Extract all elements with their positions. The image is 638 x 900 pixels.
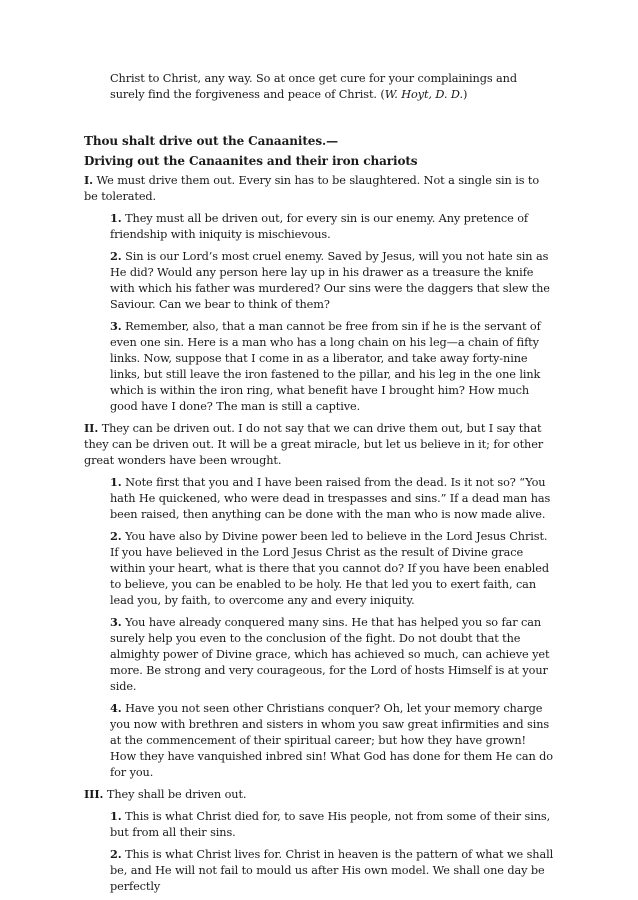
section-heading: Thou shalt drive out the Canaanites.—	[84, 134, 338, 148]
item-text: You have already conquered many sins. He that has helped you so far can surely help you even to the conclusion of the fight. Do not doubt that the almighty power of Divine grace, which has achieved so much, can achieve yet more. Be strong and very courageous, for the Lord of hosts Himself is at your side.	[110, 616, 550, 693]
item-text: They must all be driven out, for every sin is our enemy. Any pretence of friendship with iniquity is mischievous.	[110, 212, 528, 241]
item-text: Note first that you and I have been raised from the dead. Is it not so? “You hath He quickened, who were dead in trespasses and sins.” If a dead man has been raised, then anything can be done with the man who is now made alive.	[110, 476, 551, 521]
section-text: They can be driven out. I do not say that we can drive them out, but I say that they can be driven out. It will be a great miracle, but let us believe in it; for other great wonders have been wrought.	[84, 422, 544, 467]
outline-item	[110, 248, 554, 313]
section-text: We must drive them out. Every sin has to be slaughtered. Not a single sin is to be tolerated.	[84, 174, 540, 203]
outline-item	[110, 614, 554, 695]
item-number: 3.	[110, 615, 122, 629]
item-text: Remember, also, that a man cannot be free from sin if he is the servant of even one sin. Here is a man who has a long chain on his leg—a chain of fifty links. Now, suppose that I come in as a liberator, and take away forty-nine links, but still leave the iron fastened to the pillar, and his leg in the one link which is within the iron ring, what benefit have I brought him? How much good have I done? The man is still a captive.	[110, 320, 541, 413]
outline-item	[110, 700, 554, 781]
item-number: 2.	[110, 529, 122, 543]
item-text: Have you not seen other Christians conquer? Oh, let your memory charge you now with brethren and sisters in whom you saw great infirmities and sins at the commencement of their spiritual career; but how they have grown! How they have vanquished inbred sin! What God has done for them He can do for you.	[110, 702, 553, 779]
outline-section-3	[84, 786, 554, 803]
section-text: They shall be driven out.	[103, 788, 247, 801]
item-text: This is what Christ lives for. Christ in heaven is the pattern of what we shall be, and He will not fail to mould us after His own model. We shall one day be perfectly	[110, 848, 554, 893]
section-number: III.	[84, 787, 104, 801]
outline-section-2	[84, 420, 554, 469]
item-number: 2.	[110, 249, 122, 263]
outline-item	[110, 474, 554, 523]
intro-close: )	[462, 88, 468, 101]
outline-item	[110, 846, 554, 895]
item-text: This is what Christ died for, to save His people, not from some of their sins, but from all their sins.	[110, 810, 551, 839]
outline-item	[110, 528, 554, 609]
item-number: 3.	[110, 319, 122, 333]
item-number: 1.	[110, 809, 122, 823]
author-citation: W. Hoyt, D. D.	[384, 88, 463, 101]
outline-item	[110, 808, 554, 841]
outline-section-1	[84, 172, 554, 205]
item-text: You have also by Divine power been led to believe in the Lord Jesus Christ. If you have believed in the Lord Jesus Christ as the result of Divine grace within your heart, what is there that you cannot do? If you have been enabled to believe, you can be enabled to be holy. He that led you to exert faith, can lead you, by faith, to overcome any and every iniquity.	[110, 530, 549, 607]
outline-item	[110, 210, 554, 243]
intro-text: Christ to Christ, any way. So at once get cure for your complainings and surely find the forgiveness and peace of Christ. (	[110, 72, 517, 101]
section-subheading: Driving out the Canaanites and their iron chariots	[84, 154, 418, 168]
section-number: II.	[84, 421, 99, 435]
item-text: Sin is our Lord’s most cruel enemy. Saved by Jesus, will you not hate sin as He did? Would any person here lay up in his drawer as a treasure the knife with which his father was murdered? Our sins were the daggers that slew the Saviour. Can we bear to think of them?	[110, 250, 550, 311]
outline-body	[84, 172, 554, 900]
outline-item	[110, 318, 554, 415]
item-number: 2.	[110, 847, 122, 861]
intro-paragraph	[110, 71, 550, 103]
section-number: I.	[84, 173, 94, 187]
item-number: 4.	[110, 701, 122, 715]
item-number: 1.	[110, 475, 122, 489]
item-number: 1.	[110, 211, 122, 225]
